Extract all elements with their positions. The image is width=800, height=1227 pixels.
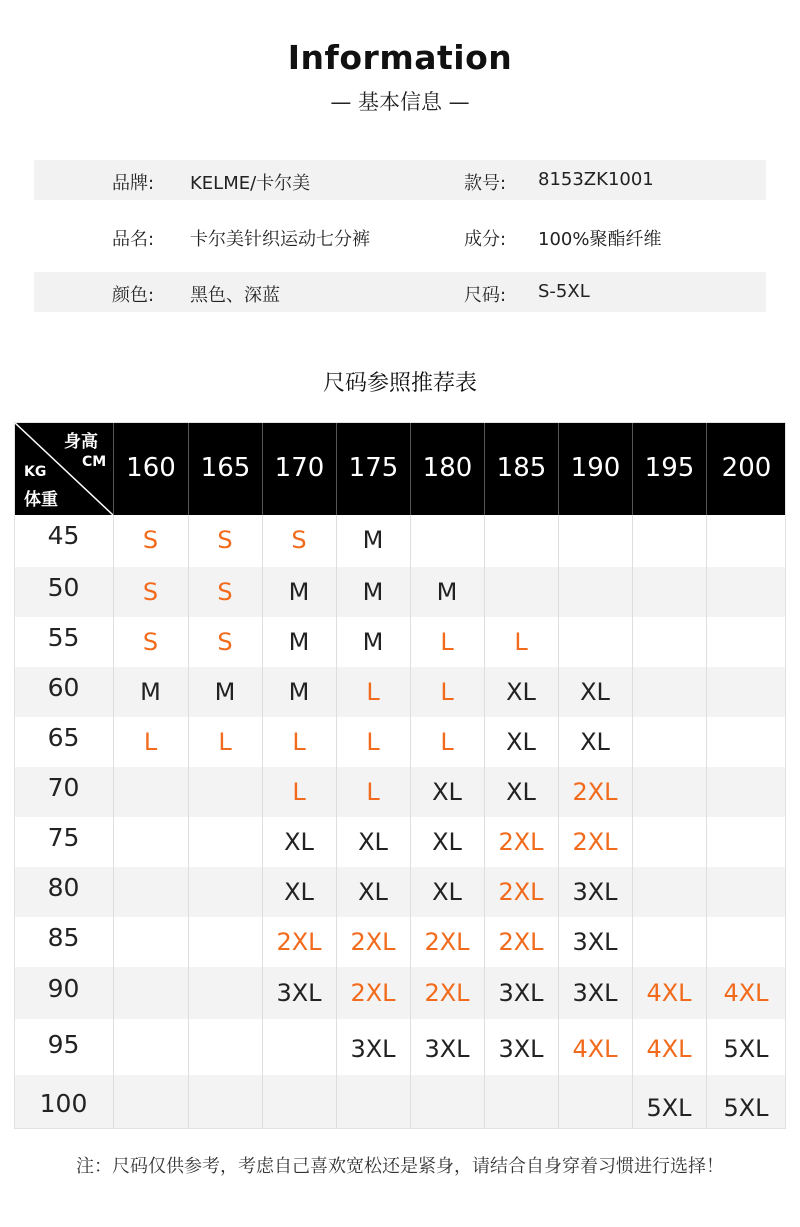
size-cell: 2XL xyxy=(350,928,396,956)
grid-line xyxy=(262,515,263,1129)
size-cell xyxy=(262,1081,336,1135)
table-row xyxy=(14,717,786,767)
size-cell xyxy=(706,514,786,566)
table-row xyxy=(14,817,786,867)
corner-height-unit: CM xyxy=(82,454,107,470)
size-cell: 3XL xyxy=(350,1035,396,1063)
page-title: Information xyxy=(287,38,513,77)
size-cell xyxy=(706,817,786,867)
size-chart-title: 尺码参照推荐表 xyxy=(322,371,477,396)
table-row xyxy=(14,917,786,967)
size-cell xyxy=(113,1021,188,1077)
size-cell: XL xyxy=(432,778,462,806)
corner-height-label: 身高 xyxy=(64,432,98,452)
size-cell: S xyxy=(291,526,307,554)
size-cell xyxy=(706,717,786,767)
size-chart-table xyxy=(14,422,786,1129)
info-value-product-name: 卡尔美针织运动七分裤 xyxy=(190,229,370,250)
size-cell: L xyxy=(292,728,306,756)
size-cell: L xyxy=(440,678,454,706)
size-cell xyxy=(558,567,632,617)
size-cell: 4XL xyxy=(723,979,769,1007)
info-label-color: 颜色: xyxy=(112,285,155,306)
size-cell xyxy=(706,667,786,717)
size-cell: XL xyxy=(580,728,610,756)
info-label-product-name: 品名: xyxy=(112,229,155,250)
size-cell xyxy=(188,1081,262,1135)
weight-cell-95: 95 xyxy=(47,1030,80,1059)
size-cell xyxy=(558,514,632,566)
size-cell xyxy=(188,867,262,917)
height-header-200: 200 xyxy=(706,422,786,515)
info-label-brand: 品牌: xyxy=(112,173,155,194)
size-cell: 4XL xyxy=(572,1035,618,1063)
size-cell: XL xyxy=(580,678,610,706)
size-cell xyxy=(706,617,786,667)
size-cell xyxy=(706,917,786,967)
size-cell: XL xyxy=(358,878,388,906)
table-row xyxy=(14,567,786,617)
weight-cell-75: 75 xyxy=(47,823,80,852)
grid-line xyxy=(336,515,337,1129)
size-cell: M xyxy=(362,628,384,656)
size-cell: 2XL xyxy=(498,878,544,906)
weight-cell-65: 65 xyxy=(47,723,80,752)
size-cell xyxy=(336,1081,410,1135)
size-cell: 2XL xyxy=(498,928,544,956)
info-value-style-no: 8153ZK1001 xyxy=(538,169,654,190)
size-cell: 4XL xyxy=(646,1035,692,1063)
height-header-185: 185 xyxy=(484,422,558,515)
size-cell xyxy=(484,1081,558,1135)
size-cell: XL xyxy=(284,878,314,906)
size-cell xyxy=(706,867,786,917)
size-cell xyxy=(632,867,706,917)
corner-weight-unit: KG xyxy=(24,464,47,480)
size-cell: S xyxy=(142,578,159,606)
info-row xyxy=(34,160,766,200)
size-cell xyxy=(113,967,188,1019)
size-cell: M xyxy=(362,526,384,554)
size-cell xyxy=(262,1021,336,1077)
size-cell: 4XL xyxy=(646,979,692,1007)
weight-cell-90: 90 xyxy=(47,974,80,1003)
size-cell xyxy=(632,567,706,617)
size-cell: XL xyxy=(284,828,314,856)
size-cell xyxy=(410,514,484,566)
height-header-190: 190 xyxy=(558,422,632,515)
table-row xyxy=(14,1019,786,1075)
grid-line xyxy=(410,515,411,1129)
info-row xyxy=(34,216,766,256)
size-cell: 5XL xyxy=(723,1094,769,1122)
size-cell: 2XL xyxy=(572,828,618,856)
size-cell: L xyxy=(366,728,380,756)
weight-cell-50: 50 xyxy=(47,573,80,602)
size-cell: 3XL xyxy=(424,1035,470,1063)
size-cell: S xyxy=(142,526,159,554)
height-header-180: 180 xyxy=(410,422,484,515)
size-cell: XL xyxy=(358,828,388,856)
size-cell: L xyxy=(143,728,158,756)
corner-weight-label: 体重 xyxy=(24,490,58,510)
size-cell: XL xyxy=(506,678,536,706)
size-cell: S xyxy=(142,628,159,656)
size-cell: L xyxy=(218,728,232,756)
size-cell: XL xyxy=(432,828,462,856)
height-header-175: 175 xyxy=(336,422,410,515)
size-cell: L xyxy=(514,628,528,656)
page-subtitle: — 基本信息 — xyxy=(330,90,470,114)
size-cell: 2XL xyxy=(424,928,470,956)
size-cell xyxy=(706,567,786,617)
height-header-170: 170 xyxy=(262,422,336,515)
size-cell xyxy=(632,617,706,667)
size-cell: M xyxy=(362,578,384,606)
size-cell: L xyxy=(440,728,454,756)
info-value-brand: KELME/卡尔美 xyxy=(190,173,311,194)
size-cell xyxy=(632,667,706,717)
size-cell xyxy=(558,1081,632,1135)
size-cell xyxy=(484,514,558,566)
info-value-size: S-5XL xyxy=(538,281,590,302)
size-cell: M xyxy=(140,678,161,706)
size-cell: 3XL xyxy=(572,979,618,1007)
grid-line xyxy=(188,515,189,1129)
size-cell xyxy=(188,1021,262,1077)
size-cell xyxy=(558,617,632,667)
size-cell: M xyxy=(288,628,310,656)
size-cell xyxy=(113,867,188,917)
size-chart-note: 注：尺码仅供参考，考虑自己喜欢宽松还是紧身，请结合自身穿着习惯进行选择！ xyxy=(76,1156,724,1177)
table-row xyxy=(14,1075,786,1129)
grid-line xyxy=(484,515,485,1129)
info-value-color: 黑色、深蓝 xyxy=(190,285,280,306)
table-row xyxy=(14,767,786,817)
grid-line xyxy=(113,515,114,1129)
size-cell: XL xyxy=(506,778,536,806)
size-cell xyxy=(113,1081,188,1135)
size-cell: M xyxy=(288,578,310,606)
size-cell: XL xyxy=(506,728,536,756)
size-cell: 2XL xyxy=(350,979,396,1007)
weight-cell-45: 45 xyxy=(47,521,80,550)
height-header-165: 165 xyxy=(188,422,262,515)
size-cell: XL xyxy=(432,878,462,906)
size-cell: M xyxy=(214,678,236,706)
size-chart-corner-cell xyxy=(14,422,113,515)
size-cell: L xyxy=(366,678,380,706)
size-cell: 3XL xyxy=(572,928,618,956)
size-cell: 2XL xyxy=(424,979,470,1007)
height-header-195: 195 xyxy=(632,422,706,515)
size-cell xyxy=(632,917,706,967)
size-cell: 2XL xyxy=(572,778,618,806)
grid-line xyxy=(706,515,707,1129)
grid-line xyxy=(558,515,559,1129)
size-cell: L xyxy=(292,778,306,806)
size-chart-header-row xyxy=(14,422,786,515)
size-cell: 2XL xyxy=(498,828,544,856)
size-cell: L xyxy=(366,778,380,806)
size-cell: M xyxy=(436,578,458,606)
info-label-style-no: 款号: xyxy=(464,173,507,194)
size-cell xyxy=(188,767,262,817)
size-cell: 3XL xyxy=(572,878,618,906)
info-value-material: 100%聚酯纤维 xyxy=(538,229,662,250)
table-row xyxy=(14,667,786,717)
size-cell xyxy=(188,917,262,967)
size-cell: L xyxy=(440,628,454,656)
size-cell: 3XL xyxy=(498,1035,544,1063)
size-cell xyxy=(113,917,188,967)
size-cell: S xyxy=(217,526,233,554)
size-cell xyxy=(706,767,786,817)
weight-cell-55: 55 xyxy=(47,623,80,652)
info-label-material: 成分: xyxy=(464,229,507,250)
weight-cell-60: 60 xyxy=(47,673,80,702)
size-cell xyxy=(188,967,262,1019)
info-label-size: 尺码: xyxy=(464,285,507,306)
size-cell: 2XL xyxy=(276,928,322,956)
size-cell xyxy=(632,514,706,566)
size-cell: M xyxy=(288,678,310,706)
size-cell: 5XL xyxy=(646,1094,692,1122)
grid-line xyxy=(632,515,633,1129)
size-cell: 3XL xyxy=(276,979,322,1007)
size-cell: S xyxy=(217,578,233,606)
size-cell xyxy=(632,767,706,817)
size-cell xyxy=(188,817,262,867)
weight-cell-100: 100 xyxy=(39,1089,88,1118)
weight-cell-85: 85 xyxy=(47,923,80,952)
table-row xyxy=(14,867,786,917)
size-cell xyxy=(113,767,188,817)
size-cell xyxy=(632,817,706,867)
size-cell: S xyxy=(217,628,233,656)
table-row xyxy=(14,617,786,667)
table-row xyxy=(14,967,786,1019)
weight-cell-70: 70 xyxy=(47,773,80,802)
size-cell xyxy=(113,817,188,867)
size-cell: 3XL xyxy=(498,979,544,1007)
table-row xyxy=(14,515,786,567)
info-row xyxy=(34,272,766,312)
size-cell xyxy=(484,567,558,617)
weight-cell-80: 80 xyxy=(47,873,80,902)
size-cell xyxy=(632,717,706,767)
height-header-160: 160 xyxy=(113,422,188,515)
size-cell xyxy=(410,1081,484,1135)
size-cell: 5XL xyxy=(723,1035,769,1063)
